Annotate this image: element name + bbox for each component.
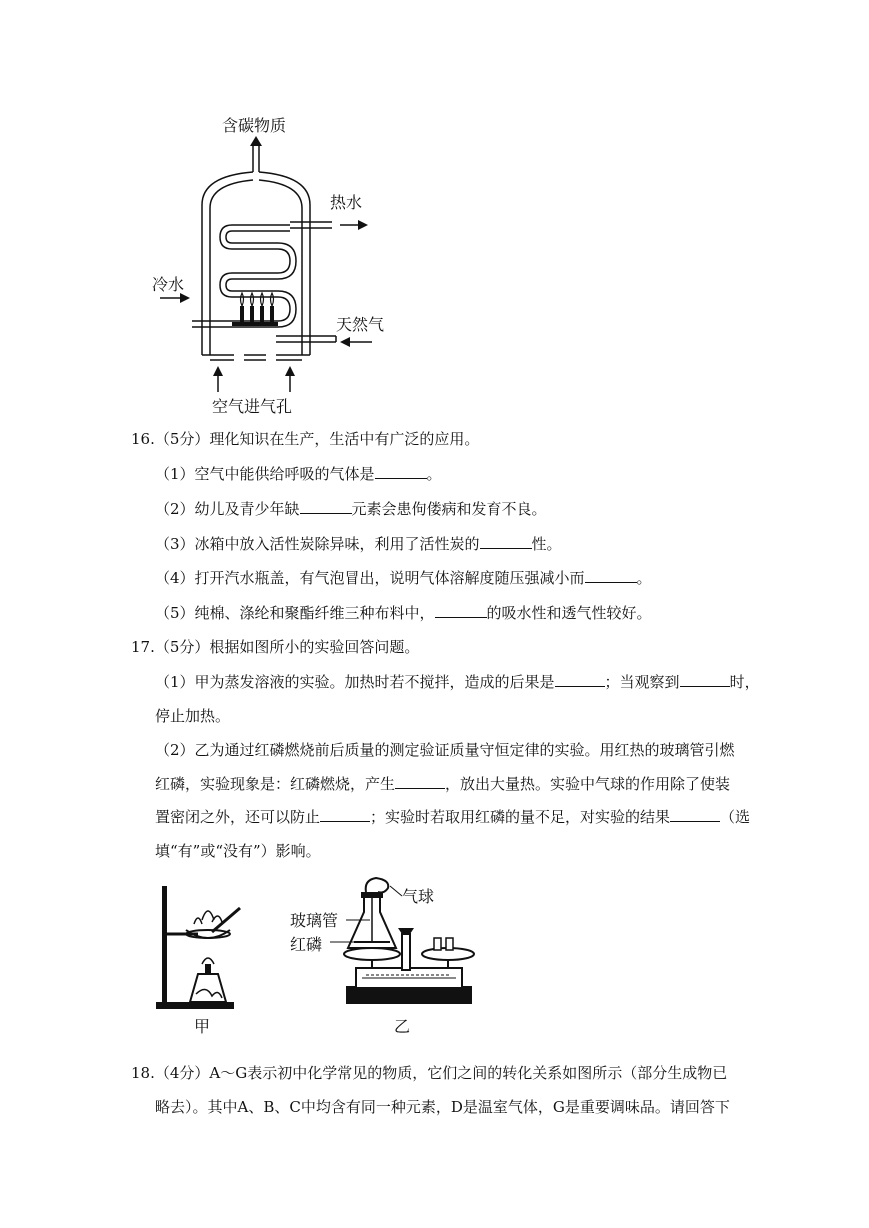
stand-rod xyxy=(162,886,167,1004)
q16-item-3-text: （3）冰箱中放入活性炭除异味，利用了活性炭的 xyxy=(155,535,480,553)
label-natural-gas: 天然气 xyxy=(336,315,385,334)
q16-item-2-text: （2）幼儿及青少年缺 xyxy=(155,500,300,518)
label-red-phosphorus: 红磷 xyxy=(290,935,323,954)
label-hot-water: 热水 xyxy=(330,193,363,212)
q17-part-2-text-4: ；实验时若取用红磷的量不足，对实验的结果 xyxy=(370,808,671,826)
q17-part-1-text-3: 时， xyxy=(729,673,760,691)
q16-item-4-end: 。 xyxy=(636,569,652,587)
answer-blank[interactable] xyxy=(300,499,352,514)
arrow-up-icon xyxy=(213,366,223,376)
label-balloon: 气球 xyxy=(402,887,435,906)
q17-part-2-text-3: 置密闭之外，还可以防止 xyxy=(155,808,321,826)
q16-item-5-end: 的吸水性和透气性较好。 xyxy=(486,604,652,622)
evaporation-apparatus xyxy=(156,886,240,1036)
label-air-inlet: 空气进气孔 xyxy=(212,397,293,416)
q17-part-1-text: （1）甲为蒸发溶液的实验。加热时若不搅拌，造成的后果是 xyxy=(155,673,555,691)
answer-blank[interactable] xyxy=(375,464,427,479)
answer-blank[interactable] xyxy=(320,807,370,822)
q16-item-1-text: （1）空气中能供给呼吸的气体是 xyxy=(155,465,375,483)
arrow-left-icon xyxy=(340,337,350,347)
flame-icon xyxy=(202,958,214,964)
label-yi: 乙 xyxy=(394,1017,411,1036)
q16-item-4-text: （4）打开汽水瓶盖，有气泡冒出，说明气体溶解度随压强减小而 xyxy=(155,569,585,587)
answer-blank[interactable] xyxy=(680,672,730,687)
answer-blank[interactable] xyxy=(395,774,445,789)
stand-base xyxy=(156,1002,234,1009)
answer-blank[interactable] xyxy=(555,672,605,687)
q16-item-3 xyxy=(155,534,562,554)
q16-item-4 xyxy=(155,568,652,588)
burner xyxy=(232,322,278,326)
answer-blank[interactable] xyxy=(670,807,720,822)
q17-part-1-line-2: 停止加热。 xyxy=(155,707,231,725)
answer-blank[interactable] xyxy=(480,534,532,549)
q16-item-5 xyxy=(155,603,652,623)
water-heater-diagram xyxy=(140,110,400,420)
arrow-up-icon xyxy=(285,366,295,376)
label-jia: 甲 xyxy=(194,1017,211,1036)
q16-item-2 xyxy=(155,499,547,519)
left-pan xyxy=(344,948,400,960)
q17-part-2-text-5: （选 xyxy=(720,808,751,826)
arrow-right-icon xyxy=(180,293,190,303)
q16-heading: 16.（5分）理化知识在生产，生活中有广泛的应用。 xyxy=(131,430,480,448)
q17-part-2-line-4: 填“有”或“没有”）影响。 xyxy=(155,842,321,860)
q18-line-2: 略去）。其中A、B、C中均含有同一种元素，D是温室气体，G是重要调味品。请回答下 xyxy=(155,1098,730,1116)
q17-part-1-line-1 xyxy=(155,672,760,692)
label-cold-water: 冷水 xyxy=(152,275,185,294)
weight xyxy=(434,938,441,950)
balance-apparatus xyxy=(290,878,474,1036)
q16-item-5-text: （5）纯棉、涤纶和聚酯纤维三种布料中， xyxy=(155,604,435,622)
arrow-up-icon xyxy=(250,136,262,146)
q17-part-2-line-2 xyxy=(155,774,730,794)
q17-part-2-text-2: ，放出大量热。实验中气球的作用除了使装 xyxy=(445,775,731,793)
q17-part-2-line-1: （2）乙为通过红磷燃烧前后质量的测定验证质量守恒定律的实验。用红热的玻璃管引燃 xyxy=(155,741,735,759)
q16-item-3-end: 性。 xyxy=(531,535,562,553)
flame-icon xyxy=(241,293,274,306)
q18-line-1: 18.（4分）A～G表示初中化学常见的物质，它们之间的转化关系如图所示（部分生成物已 xyxy=(131,1064,728,1082)
answer-blank[interactable] xyxy=(585,568,637,583)
alcohol-lamp xyxy=(190,974,226,1002)
label-carbon-substance: 含碳物质 xyxy=(222,116,287,135)
arrow-right-icon xyxy=(358,220,368,230)
label-glass-tube: 玻璃管 xyxy=(290,911,339,930)
q16-item-1-end: 。 xyxy=(426,465,442,483)
q16-item-1 xyxy=(155,464,442,484)
q17-part-1-text-2: ；当观察到 xyxy=(604,673,680,691)
q17-part-2-line-3 xyxy=(155,807,750,827)
steam-icon xyxy=(194,911,222,924)
q16-item-2-end: 元素会患佝偻病和发育不良。 xyxy=(351,500,547,518)
q17-heading: 17.（5分）根据如图所小的实验回答问题。 xyxy=(131,638,420,656)
weight xyxy=(446,938,453,950)
balloon xyxy=(366,878,389,893)
q17-part-2-text: 红磷，实验现象是：红磷燃烧，产生 xyxy=(155,775,396,793)
glass-rod xyxy=(212,908,240,932)
answer-blank[interactable] xyxy=(435,603,487,618)
experiment-figures xyxy=(150,872,480,1042)
